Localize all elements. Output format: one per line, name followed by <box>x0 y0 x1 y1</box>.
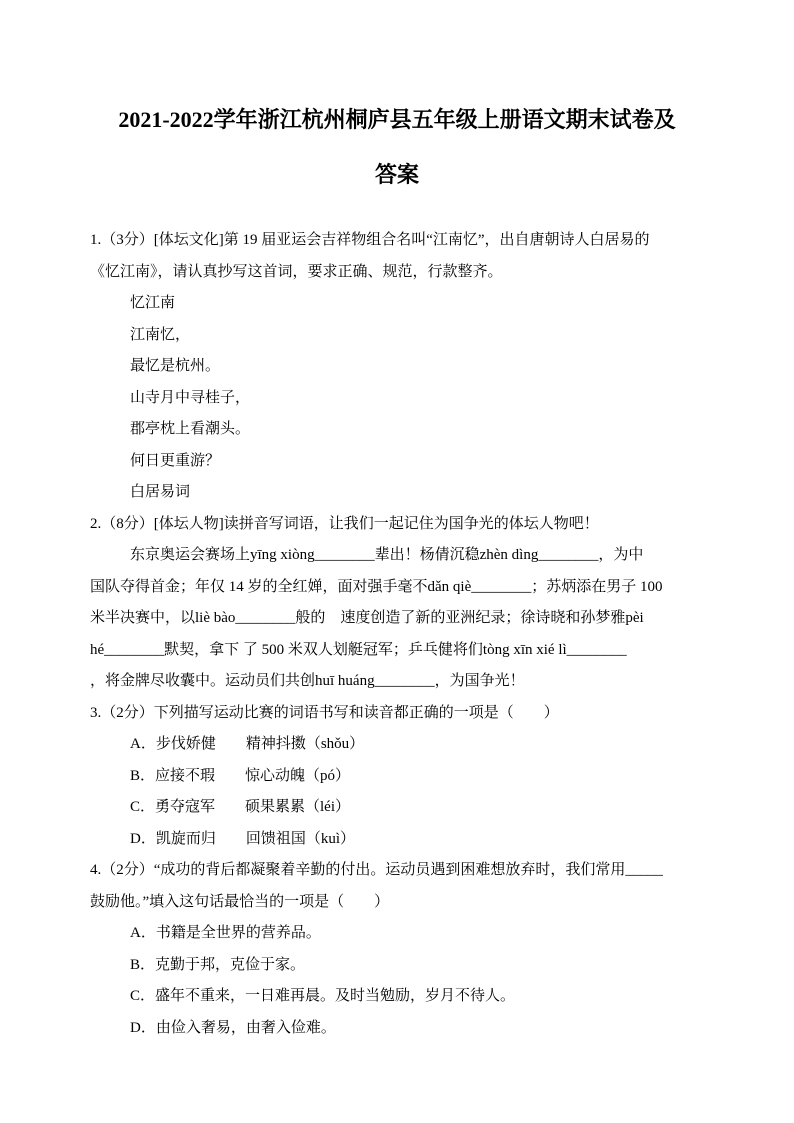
question-2-paragraph-line-4: hé________默契，拿下 了 500 米双人划艇冠军；乒乓健将们tòng xīn xié lì________ <box>90 641 627 658</box>
poem-line: 江南忆， <box>130 326 191 343</box>
question-2-paragraph-line-2: 国队夺得首金；年仅 14 岁的全红婵，面对强手毫不dǎn qiè________；苏炳添在男子 100 <box>90 578 663 595</box>
document-body <box>90 225 704 1044</box>
question-4-stem-line-2: 鼓励他。”填入这句话最恰当的一项是（ ） <box>90 893 390 910</box>
question-4-option-a: A．书籍是全世界的营养品。 <box>130 925 321 941</box>
poem-author: 白居易词 <box>130 484 191 500</box>
question-4-stem-line-1: 4.（2分）“成功的背后都凝聚着辛勤的付出。运动员遇到困难想放弃时，我们常用_____ <box>90 862 663 878</box>
title-line-2: 答案 <box>374 162 419 187</box>
question-2-paragraph-line-3: 米半决赛中，以liè bào________般的 速度创造了新的亚洲纪录；徐诗晓和孙梦雅pèi <box>90 610 644 626</box>
question-1-stem-line-2: 《忆江南》，请认真抄写这首词，要求正确、规范，行款整齐。 <box>90 263 503 280</box>
title-line-1: 2021-2022学年浙江杭州桐庐县五年级上册语文期末试卷及 <box>118 107 676 132</box>
poem-line: 山寺月中寻桂子， <box>130 389 251 406</box>
question-3-option-d: D．凯旋而归 回馈祖国（kuì） <box>130 830 356 847</box>
question-3-option-a: A．步伐娇健 精神抖擞（shǒu） <box>130 736 365 752</box>
question-2-paragraph-line-1: 东京奥运会赛场上yīng xiòng________辈出！杨倩沉稳zhèn dìng________，为中 <box>130 547 644 563</box>
question-3-stem: 3.（2分）下列描写运动比赛的词语书写和读音都正确的一项是（ ） <box>90 704 559 721</box>
question-3-option-c: C．勇夺寇军 硕果累累（léi） <box>130 799 350 815</box>
question-4-option-d: D．由俭入奢易，由奢入俭难。 <box>130 1019 336 1036</box>
poem-line: 何日更重游？ <box>130 452 221 469</box>
document-title <box>90 92 704 202</box>
question-4-option-b: B．克勤于邦，克俭于家。 <box>130 956 306 973</box>
poem-title: 忆江南 <box>130 295 176 311</box>
question-4-option-c: C．盛年不重来，一日难再晨。及时当勉励，岁月不待人。 <box>130 988 516 1004</box>
question-2-stem: 2.（8分）[体坛人物]读拼音写词语，让我们一起记住为国争光的体坛人物吧！ <box>90 515 599 532</box>
question-1-stem-line-1: 1.（3分）[体坛文化]第 19 届亚运会吉祥物组合名叫“江南忆”，出自唐朝诗人白居易的 <box>90 232 650 248</box>
question-3-option-b: B．应接不瑕 惊心动魄（pó） <box>130 767 351 784</box>
question-2-paragraph-line-5: ，将金牌尽收囊中。运动员们共创huī huáng________，为国争光！ <box>90 673 525 689</box>
poem-line: 郡亭枕上看潮头。 <box>130 421 251 437</box>
poem-line: 最忆是杭州。 <box>130 358 221 374</box>
